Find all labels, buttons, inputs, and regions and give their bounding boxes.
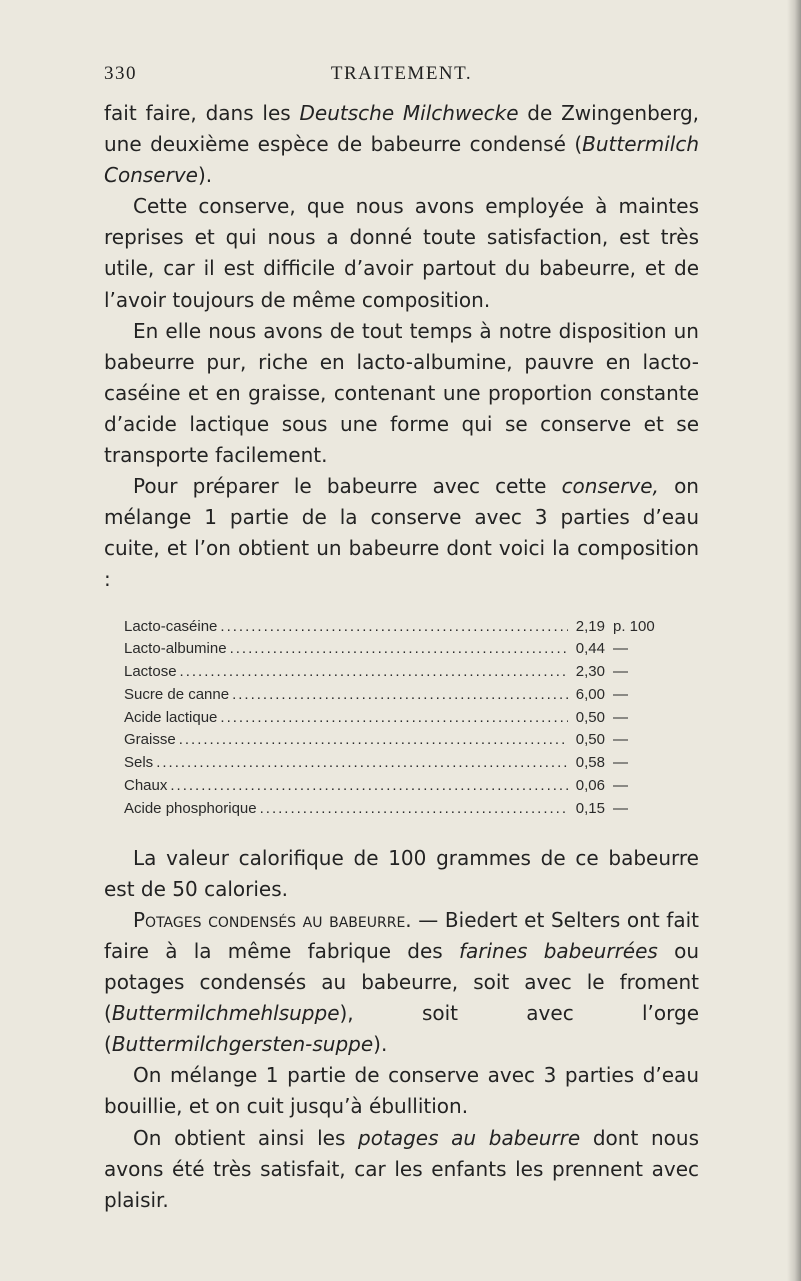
italic-term: Buttermilchmehlsuppe xyxy=(111,1001,340,1026)
italic-term: potages au babeurre xyxy=(358,1125,581,1150)
paragraph-7: On mélange 1 partie de conserve avec 3 parties d’eau bouillie, et on cuit jusqu’à ébullition. xyxy=(104,1063,699,1119)
component-name: Sucre de canne xyxy=(124,685,230,703)
component-name: Acide lactique xyxy=(124,708,218,726)
text-span: ou potages condensés au babeurre, soit avec le froment ( xyxy=(104,938,699,1026)
table-row xyxy=(124,638,669,661)
paragraph-4 xyxy=(104,471,699,595)
section-heading: Potages condensés au babeurre. xyxy=(133,907,412,932)
paragraph-1 xyxy=(104,98,699,191)
component-value: 2,30 xyxy=(575,663,605,681)
paragraph-6 xyxy=(104,905,699,1060)
component-name: Acide phosphorique xyxy=(124,799,257,817)
component-unit: — xyxy=(613,640,628,658)
leader-dots xyxy=(260,798,568,821)
leader-dots xyxy=(220,616,568,639)
paragraph-5: La valeur calorifique de 100 grammes de ce babeurre est de 50 calories. xyxy=(104,845,699,901)
paragraph-3: En elle nous avons de tout temps à notre disposition un babeurre pur, riche en lacto-albumine, pauvre en lacto-caséine et en graisse, contenant une proportion constante d’acide lactique sous une forme qui se conserve et se transporte facilement. xyxy=(104,318,699,468)
table-row xyxy=(124,775,669,798)
component-name: Sels xyxy=(124,754,154,772)
component-name: Lactose xyxy=(124,663,177,681)
component-value: 0,50 xyxy=(575,708,605,726)
component-unit: p. 100 xyxy=(613,617,655,635)
component-value: 0,44 xyxy=(575,640,605,658)
component-name: Chaux xyxy=(124,777,168,795)
text-span: de Zwingenberg, une deuxième espèce de babeurre condensé ( xyxy=(104,101,699,157)
text-span: on mélange 1 partie de la conserve avec 3 parties d’eau cuite, et l’on obtient un babeurre dont voici la composition : xyxy=(104,474,699,592)
italic-term: Buttermilch Conserve xyxy=(104,132,699,188)
paragraph-2: Cette conserve, que nous avons employée à maintes reprises et qui nous a donné toute satisfaction, est très utile, car il est difficile d’avoir partout du babeurre, et de l’avoir toujours de même composition. xyxy=(104,194,699,312)
component-unit: — xyxy=(613,754,628,772)
component-unit: — xyxy=(613,708,628,726)
page-number: 330 xyxy=(104,63,137,84)
leader-dots xyxy=(220,707,568,730)
component-value: 0,06 xyxy=(575,777,605,795)
component-unit: — xyxy=(613,799,628,817)
paragraph-8 xyxy=(104,1123,699,1216)
page-body xyxy=(104,98,699,1216)
text-span: dont nous avons été très satisfait, car les enfants les prennent avec plaisir. xyxy=(104,1125,699,1212)
component-unit: — xyxy=(613,777,628,795)
italic-term: Buttermilchgersten-suppe xyxy=(111,1032,374,1057)
leader-dots xyxy=(156,752,568,775)
running-title: TRAITEMENT. xyxy=(330,63,473,84)
leader-dots xyxy=(180,661,568,684)
component-value: 0,15 xyxy=(575,799,605,817)
leader-dots xyxy=(179,729,568,752)
page-edge-shadow xyxy=(787,0,801,1281)
component-name: Lacto-caséine xyxy=(124,617,218,635)
table-row xyxy=(124,684,669,707)
table-row xyxy=(124,707,669,730)
component-unit: — xyxy=(613,685,628,703)
text-span: On obtient ainsi les xyxy=(133,1125,359,1150)
text-span: ), soit avec l’orge ( xyxy=(104,1001,699,1057)
table-row xyxy=(124,752,669,775)
text-span: Pour préparer le babeurre avec cette xyxy=(133,474,562,499)
table-row xyxy=(124,729,669,752)
component-value: 6,00 xyxy=(575,685,605,703)
text-span: ). xyxy=(197,163,213,188)
component-value: 0,58 xyxy=(575,754,605,772)
table-row xyxy=(124,798,669,821)
component-value: 2,19 xyxy=(575,617,605,635)
text-span: fait faire, dans les xyxy=(104,101,300,125)
component-unit: — xyxy=(613,663,628,681)
leader-dots xyxy=(232,684,568,707)
leader-dots xyxy=(230,638,568,661)
running-header xyxy=(104,63,699,85)
italic-term: farines babeurrées xyxy=(458,938,658,963)
component-name: Lacto-albumine xyxy=(124,640,227,658)
component-name: Graisse xyxy=(124,731,176,749)
italic-term: conserve, xyxy=(561,474,659,499)
composition-table xyxy=(124,616,669,821)
component-unit: — xyxy=(613,731,628,749)
component-value: 0,50 xyxy=(575,731,605,749)
table-row xyxy=(124,661,669,684)
italic-term: Deutsche Milchwecke xyxy=(299,101,519,125)
table-row xyxy=(124,616,669,639)
leader-dots xyxy=(170,775,568,798)
text-span: — Biedert et Selters ont fait faire à la même fabrique des xyxy=(104,907,699,963)
text-span: ). xyxy=(373,1032,388,1057)
